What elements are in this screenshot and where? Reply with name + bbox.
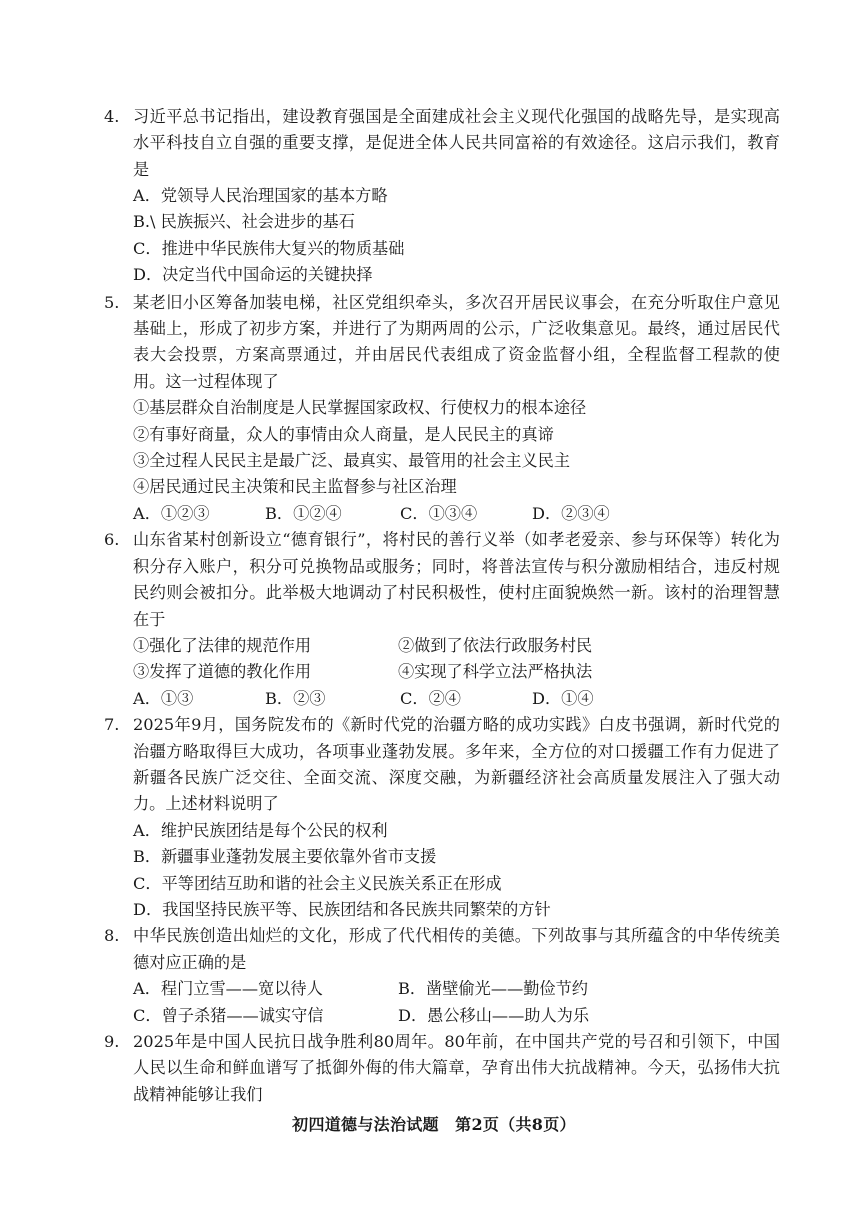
option-row	[133, 1003, 780, 1029]
statement-2: ②有事好商量，众人的事情由众人商量，是人民民主的真谛	[133, 424, 554, 444]
question-6	[104, 527, 780, 712]
statement-1: ①强化了法律的规范作用	[133, 635, 312, 655]
answer-b: B．②③	[265, 688, 326, 708]
option-c: C．平等团结互助和谐的社会主义民族关系正在形成	[133, 873, 502, 893]
answer-c: C．①③④	[400, 503, 478, 523]
questions-area	[104, 104, 780, 1108]
question-9	[104, 1029, 780, 1108]
option-row	[133, 976, 780, 1002]
question-number: 4.	[104, 107, 120, 126]
question-4	[104, 104, 780, 289]
answer-d: D．①④	[532, 688, 594, 708]
option-a: A．党领导人民治理国家的基本方略	[133, 186, 388, 205]
statement-2: ②做到了依法行政服务村民	[398, 635, 593, 655]
answer-b: B．①②④	[265, 503, 342, 523]
statement-4: ④居民通过民主决策和民主监督参与社区治理	[133, 477, 457, 497]
answer-row	[133, 686, 780, 712]
question-number: 7.	[104, 715, 120, 735]
option-b: B.\ 民族振兴、社会进步的基石	[133, 212, 355, 232]
question-5	[104, 290, 780, 528]
statement-1: ①基层群众自治制度是人民掌握国家政权、行使权力的根本途径	[133, 398, 587, 418]
statement-row	[133, 633, 780, 659]
statement-row	[133, 659, 780, 685]
option-a: A．程门立雪——宽以待人	[133, 979, 323, 999]
question-number: 6.	[104, 530, 120, 550]
question-stem: 2025年是中国人民抗日战争胜利80周年。80年前，在中国共产党的号召和引领下，中国人民以生命和鲜血谱写了抵御外侮的伟大篇章，孕育出伟大抗战精神。今天，弘扬伟大抗战精神能够让我们	[133, 1032, 780, 1104]
answer-d: D．②③④	[532, 503, 610, 523]
question-number: 8.	[104, 926, 120, 946]
question-7	[104, 712, 780, 923]
statement-4: ④实现了科学立法严格执法	[398, 662, 593, 682]
option-c: C．推进中华民族伟大复兴的物质基础	[133, 238, 405, 258]
statement-3: ③发挥了道德的教化作用	[133, 662, 312, 682]
question-stem: 山东省某村创新设立“德育银行”，将村民的善行义举（如孝老爱亲、参与环保等）转化为积分存入账户，积分可兑换物品或服务；同时，将普法宣传与积分激励相结合，违反村规民约则会被扣分。此举极大地调动了村民积极性，使村庄面貌焕然一新。该村的治理智慧在于	[133, 530, 780, 629]
option-b: B．新疆事业蓬勃发展主要依靠外省市支援	[133, 847, 437, 867]
question-stem: 中华民族创造出灿烂的文化，形成了代代相传的美德。下列故事与其所蕴含的中华传统美德对应正确的是	[133, 926, 780, 972]
statement-3: ③全过程人民民主是最广泛、最真实、最管用的社会主义民主	[133, 451, 571, 471]
question-stem: 某老旧小区筹备加装电梯，社区党组织牵头，多次召开居民议事会，在充分听取住户意见基础上，形成了初步方案，并进行了为期两周的公示，广泛收集意见。最终，通过居民代表大会投票，方案高票通过，并由居民代表组成了资金监督小组，全程监督工程款的使用。这一过程体现了	[133, 292, 780, 391]
question-number: 5.	[104, 292, 120, 312]
answer-c: C．②④	[400, 688, 461, 708]
option-b: B．凿壁偷光——勤俭节约	[398, 979, 588, 999]
answer-a: A．①③	[133, 688, 194, 708]
option-d: D．愚公移山——助人为乐	[398, 1005, 590, 1025]
page-footer: 初四道德与法治试题 第2页（共8页）	[292, 1115, 576, 1134]
option-c: C．曾子杀猪——诚实守信	[133, 1005, 324, 1025]
answer-row	[133, 501, 780, 527]
question-number: 9.	[104, 1032, 120, 1051]
answer-a: A．①②③	[133, 503, 210, 523]
option-d: D．我国坚持民族平等、民族团结和各民族共同繁荣的方针	[133, 899, 551, 919]
question-8	[104, 923, 780, 1029]
option-a: A．维护民族团结是每个公民的权利	[133, 820, 388, 840]
question-stem: 2025年9月，国务院发布的《新时代党的治疆方略的成功实践》白皮书强调，新时代党的治疆方略取得巨大成功，各项事业蓬勃发展。多年来，全方位的对口援疆工作有力促进了新疆各民族广泛交往、全面交流、深度交融，为新疆经济社会高质量发展注入了强大动力。上述材料说明了	[133, 715, 780, 814]
option-d: D．决定当代中国命运的关键抉择	[133, 265, 373, 285]
question-stem: 习近平总书记指出，建设教育强国是全面建成社会主义现代化强国的战略先导，是实现高水平科技自立自强的重要支撑，是促进全体人民共同富裕的有效途径。这启示我们，教育是	[133, 107, 780, 179]
